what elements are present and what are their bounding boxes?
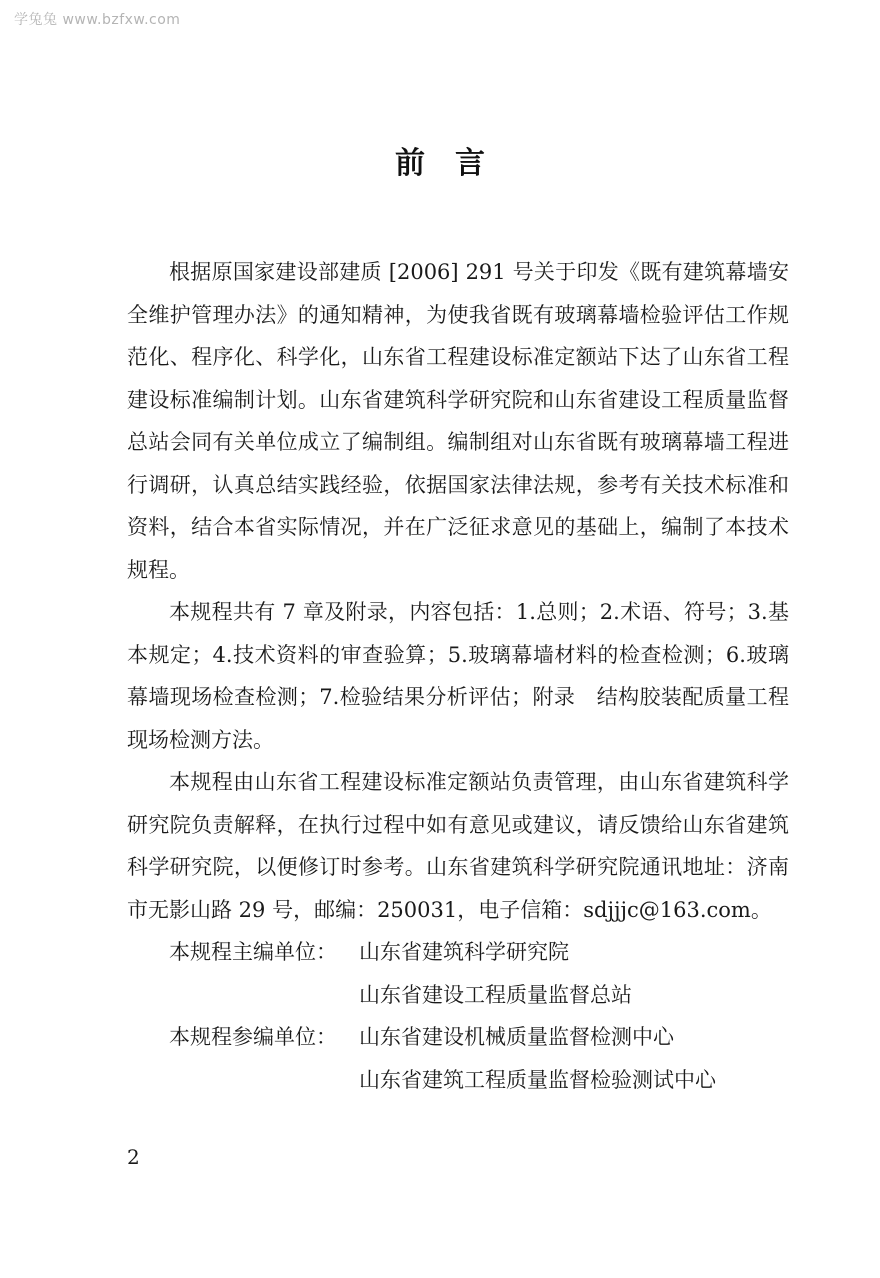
chief-unit-row-2 xyxy=(127,974,789,1017)
page-title: 前言 xyxy=(395,146,515,181)
chief-unit: 山东省建筑科学研究院 xyxy=(359,940,569,964)
participating-unit: 山东省建筑工程质量监督检验测试中心 xyxy=(359,1067,716,1092)
paragraph-contents: 本规程共有 7 章及附录，内容包括：1.总则；2.术语、符号；3.基本规定；4.技术资料的审查验算；5.玻璃幕墙材料的检查检测；6.玻璃幕墙现场检查检测；7.检验结果分析评估；附录 结构胶装配质量工程现场检测方法。 xyxy=(127,600,789,752)
document-body xyxy=(127,251,789,1101)
page-number: 2 xyxy=(127,1145,140,1169)
chief-unit-row-1 xyxy=(127,931,789,974)
paragraph-management: 本规程由山东省工程建设标准定额站负责管理，由山东省建筑科学研究院负责解释，在执行过程中如有意见或建议，请反馈给山东省建筑科学研究院，以便修订时参考。山东省建筑科学研究院通讯地址：济南市无影山路 29 号，邮编：250031，电子信箱：sdjjjc@163.com。 xyxy=(127,770,789,922)
participating-unit-row-1 xyxy=(127,1016,789,1059)
chief-unit: 山东省建设工程质量监督总站 xyxy=(359,982,632,1007)
chief-units-label: 本规程主编单位： xyxy=(169,940,337,964)
participating-units-label: 本规程参编单位： xyxy=(169,1025,337,1049)
watermark: 学兔兔 www.bzfxw.com xyxy=(14,12,181,28)
participating-unit: 山东省建设机械质量监督检测中心 xyxy=(359,1025,674,1049)
participating-unit-row-2 xyxy=(127,1059,789,1102)
paragraph-background: 根据原国家建设部建质 [2006] 291 号关于印发《既有建筑幕墙安全维护管理办法》的通知精神，为使我省既有玻璃幕墙检验评估工作规范化、程序化、科学化，山东省工程建设标准定额站下达了山东省工程建设标准编制计划。山东省建筑科学研究院和山东省建设工程质量监督总站会同有关单位成立了编制组。编制组对山东省既有玻璃幕墙工程进行调研，认真总结实践经验，依据国家法律法规，参考有关技术标准和资料，结合本省实际情况，并在广泛征求意见的基础上，编制了本技术规程。 xyxy=(127,260,789,582)
editing-units xyxy=(127,931,789,1101)
